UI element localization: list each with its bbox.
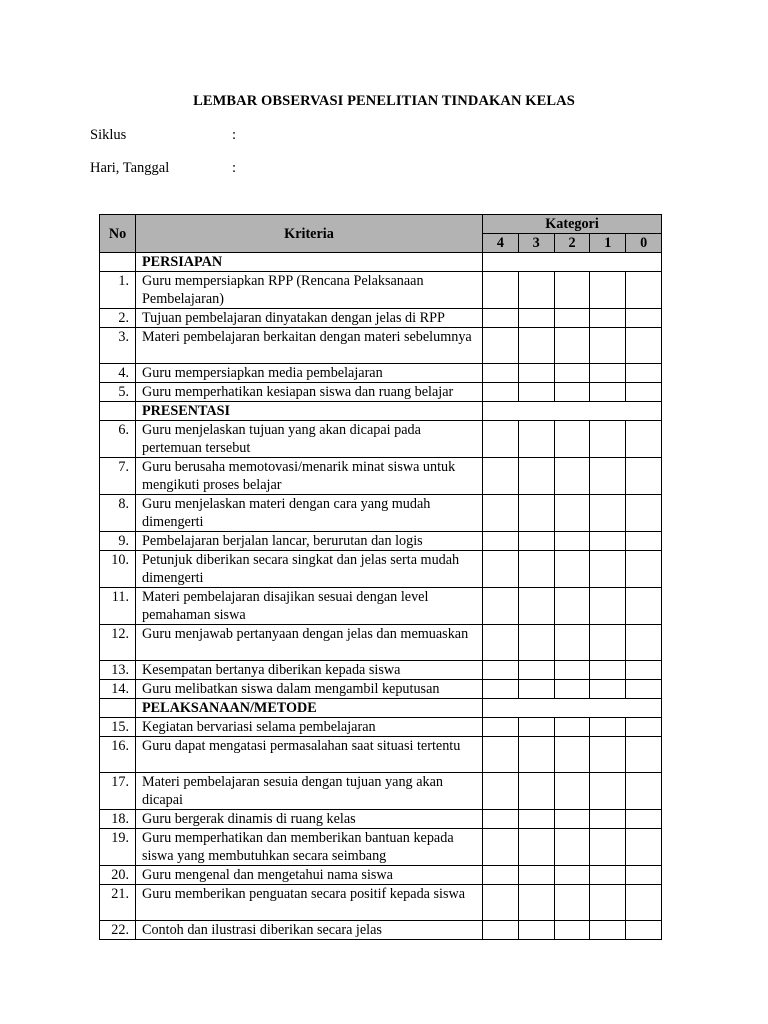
row-kriteria: Guru menjelaskan tujuan yang akan dicapai pada pertemuan tersebut [136,421,483,458]
score-cell-0[interactable] [626,773,662,810]
score-cell-4[interactable] [483,680,519,699]
score-cell-2[interactable] [554,551,590,588]
section-row [100,253,662,272]
score-cell-0[interactable] [626,458,662,495]
score-cell-2[interactable] [554,810,590,829]
score-cell-0[interactable] [626,272,662,309]
score-cell-2[interactable] [554,588,590,625]
header-score-2: 2 [554,234,590,253]
score-cell-3[interactable] [518,551,554,588]
row-kriteria: Guru menjelaskan materi dengan cara yang mudah dimengerti [136,495,483,532]
row-number: 5. [100,383,136,402]
score-cell-1[interactable] [590,364,626,383]
row-number: 14. [100,680,136,699]
meta-row-hari-tanggal [90,160,236,177]
score-cell-0[interactable] [626,495,662,532]
score-cell-4[interactable] [483,810,519,829]
score-cell-0[interactable] [626,680,662,699]
siklus-label: Siklus [90,127,127,143]
table-row [100,328,662,364]
header-score-1: 1 [590,234,626,253]
score-cell-3[interactable] [518,718,554,737]
meta-row-siklus [90,127,236,144]
score-cell-1[interactable] [590,866,626,885]
score-cell-3[interactable] [518,737,554,773]
section-score-cell [483,402,662,421]
score-cell-0[interactable] [626,810,662,829]
score-cell-4[interactable] [483,829,519,866]
row-number: 13. [100,661,136,680]
score-cell-0[interactable] [626,866,662,885]
row-kriteria: Materi pembelajaran disajikan sesuai dengan level pemahaman siswa [136,588,483,625]
score-cell-1[interactable] [590,458,626,495]
score-cell-4[interactable] [483,328,519,364]
score-cell-1[interactable] [590,272,626,309]
row-number: 12. [100,625,136,661]
score-cell-0[interactable] [626,625,662,661]
score-cell-1[interactable] [590,551,626,588]
score-cell-1[interactable] [590,829,626,866]
row-kriteria: Guru mempersiapkan RPP (Rencana Pelaksanaan Pembelajaran) [136,272,483,309]
score-cell-1[interactable] [590,885,626,921]
score-cell-4[interactable] [483,309,519,328]
row-number: 18. [100,810,136,829]
section-row [100,402,662,421]
table-row [100,718,662,737]
row-kriteria: Guru memperhatikan kesiapan siswa dan ruang belajar [136,383,483,402]
row-kriteria: Petunjuk diberikan secara singkat dan jelas serta mudah dimengerti [136,551,483,588]
row-kriteria: Guru memperhatikan dan memberikan bantuan kepada siswa yang membutuhkan secara seimbang [136,829,483,866]
score-cell-1[interactable] [590,773,626,810]
score-cell-3[interactable] [518,829,554,866]
score-cell-1[interactable] [590,737,626,773]
row-number: 17. [100,773,136,810]
row-number: 9. [100,532,136,551]
score-cell-4[interactable] [483,866,519,885]
score-cell-2[interactable] [554,364,590,383]
section-title: PRESENTASI [136,402,483,421]
row-kriteria: Guru bergerak dinamis di ruang kelas [136,810,483,829]
table-row [100,661,662,680]
score-cell-3[interactable] [518,383,554,402]
table-row [100,737,662,773]
row-number: 22. [100,921,136,940]
score-cell-4[interactable] [483,458,519,495]
score-cell-2[interactable] [554,421,590,458]
siklus-colon: : [232,127,237,143]
hari-tanggal-colon: : [232,160,237,176]
table-row [100,532,662,551]
score-cell-3[interactable] [518,458,554,495]
row-number: 3. [100,328,136,364]
row-number: 8. [100,495,136,532]
section-title: PELAKSANAAN/METODE [136,699,483,718]
section-row [100,699,662,718]
score-cell-3[interactable] [518,866,554,885]
table-row [100,810,662,829]
score-cell-1[interactable] [590,718,626,737]
score-cell-0[interactable] [626,309,662,328]
score-cell-4[interactable] [483,661,519,680]
row-number: 20. [100,866,136,885]
table-row [100,680,662,699]
score-cell-0[interactable] [626,383,662,402]
observation-table [99,214,662,940]
score-cell-4[interactable] [483,588,519,625]
score-cell-0[interactable] [626,921,662,940]
section-score-cell [483,699,662,718]
score-cell-4[interactable] [483,625,519,661]
score-cell-2[interactable] [554,829,590,866]
score-cell-2[interactable] [554,885,590,921]
header-score-3: 3 [518,234,554,253]
score-cell-1[interactable] [590,921,626,940]
table-row [100,458,662,495]
score-cell-1[interactable] [590,532,626,551]
row-number: 15. [100,718,136,737]
score-cell-4[interactable] [483,737,519,773]
section-no-cell [100,699,136,718]
score-cell-3[interactable] [518,885,554,921]
score-cell-2[interactable] [554,458,590,495]
row-kriteria: Guru melibatkan siswa dalam mengambil keputusan [136,680,483,699]
score-cell-4[interactable] [483,921,519,940]
score-cell-1[interactable] [590,328,626,364]
table-row [100,885,662,921]
row-kriteria: Materi pembelajaran sesuia dengan tujuan yang akan dicapai [136,773,483,810]
score-cell-4[interactable] [483,364,519,383]
score-cell-3[interactable] [518,661,554,680]
score-cell-2[interactable] [554,495,590,532]
row-kriteria: Guru mengenal dan mengetahui nama siswa [136,866,483,885]
table-row [100,829,662,866]
score-cell-1[interactable] [590,661,626,680]
row-kriteria: Guru berusaha memotovasi/menarik minat siswa untuk mengikuti proses belajar [136,458,483,495]
score-cell-0[interactable] [626,532,662,551]
header-kriteria: Kriteria [136,215,483,253]
row-kriteria: Pembelajaran berjalan lancar, berurutan dan logis [136,532,483,551]
score-cell-2[interactable] [554,625,590,661]
table-row [100,866,662,885]
row-number: 1. [100,272,136,309]
score-cell-3[interactable] [518,272,554,309]
score-cell-0[interactable] [626,661,662,680]
header-score-4: 4 [483,234,519,253]
score-cell-3[interactable] [518,328,554,364]
score-cell-0[interactable] [626,718,662,737]
score-cell-4[interactable] [483,551,519,588]
table-body [100,253,662,940]
table-row [100,551,662,588]
score-cell-2[interactable] [554,383,590,402]
score-cell-2[interactable] [554,661,590,680]
row-kriteria: Guru menjawab pertanyaan dengan jelas dan memuaskan [136,625,483,661]
score-cell-1[interactable] [590,588,626,625]
row-number: 19. [100,829,136,866]
score-cell-0[interactable] [626,551,662,588]
score-cell-3[interactable] [518,495,554,532]
score-cell-2[interactable] [554,309,590,328]
score-cell-4[interactable] [483,383,519,402]
row-kriteria: Guru memberikan penguatan secara positif kepada siswa [136,885,483,921]
score-cell-0[interactable] [626,737,662,773]
row-number: 11. [100,588,136,625]
header-score-0: 0 [626,234,662,253]
score-cell-3[interactable] [518,588,554,625]
row-kriteria: Guru mempersiapkan media pembelajaran [136,364,483,383]
score-cell-4[interactable] [483,272,519,309]
score-cell-0[interactable] [626,885,662,921]
score-cell-0[interactable] [626,829,662,866]
row-kriteria: Guru dapat mengatasi permasalahan saat situasi tertentu [136,737,483,773]
score-cell-4[interactable] [483,421,519,458]
score-cell-3[interactable] [518,810,554,829]
score-cell-3[interactable] [518,625,554,661]
section-no-cell [100,402,136,421]
score-cell-3[interactable] [518,421,554,458]
row-number: 16. [100,737,136,773]
row-kriteria: Tujuan pembelajaran dinyatakan dengan jelas di RPP [136,309,483,328]
score-cell-3[interactable] [518,309,554,328]
table-row [100,773,662,810]
table-row [100,495,662,532]
score-cell-2[interactable] [554,737,590,773]
row-number: 10. [100,551,136,588]
score-cell-0[interactable] [626,328,662,364]
score-cell-4[interactable] [483,495,519,532]
score-cell-3[interactable] [518,921,554,940]
score-cell-0[interactable] [626,588,662,625]
score-cell-2[interactable] [554,921,590,940]
section-no-cell [100,253,136,272]
score-cell-2[interactable] [554,532,590,551]
row-number: 7. [100,458,136,495]
table-row [100,272,662,309]
score-cell-4[interactable] [483,718,519,737]
score-cell-4[interactable] [483,532,519,551]
header-no: No [100,215,136,253]
score-cell-2[interactable] [554,773,590,810]
table-row [100,588,662,625]
score-cell-4[interactable] [483,773,519,810]
score-cell-3[interactable] [518,532,554,551]
score-cell-4[interactable] [483,885,519,921]
row-kriteria: Contoh dan ilustrasi diberikan secara jelas [136,921,483,940]
score-cell-2[interactable] [554,718,590,737]
score-cell-1[interactable] [590,309,626,328]
score-cell-2[interactable] [554,328,590,364]
row-kriteria: Kegiatan bervariasi selama pembelajaran [136,718,483,737]
section-title: PERSIAPAN [136,253,483,272]
row-kriteria: Kesempatan bertanya diberikan kepada siswa [136,661,483,680]
score-cell-0[interactable] [626,421,662,458]
score-cell-2[interactable] [554,866,590,885]
table-row [100,921,662,940]
hari-tanggal-label: Hari, Tanggal [90,160,170,176]
score-cell-3[interactable] [518,680,554,699]
header-kategori: Kategori [483,215,662,234]
score-cell-1[interactable] [590,421,626,458]
document-title: LEMBAR OBSERVASI PENELITIAN TINDAKAN KELAS [193,93,575,109]
score-cell-1[interactable] [590,810,626,829]
score-cell-0[interactable] [626,364,662,383]
table-row [100,364,662,383]
section-score-cell [483,253,662,272]
table-row [100,309,662,328]
score-cell-3[interactable] [518,364,554,383]
table-row [100,421,662,458]
score-cell-2[interactable] [554,272,590,309]
score-cell-3[interactable] [518,773,554,810]
score-cell-1[interactable] [590,383,626,402]
table-row [100,383,662,402]
row-number: 21. [100,885,136,921]
row-kriteria: Materi pembelajaran berkaitan dengan materi sebelumnya [136,328,483,364]
table-row [100,625,662,661]
score-cell-1[interactable] [590,495,626,532]
score-cell-1[interactable] [590,680,626,699]
score-cell-1[interactable] [590,625,626,661]
row-number: 2. [100,309,136,328]
row-number: 4. [100,364,136,383]
score-cell-2[interactable] [554,680,590,699]
row-number: 6. [100,421,136,458]
